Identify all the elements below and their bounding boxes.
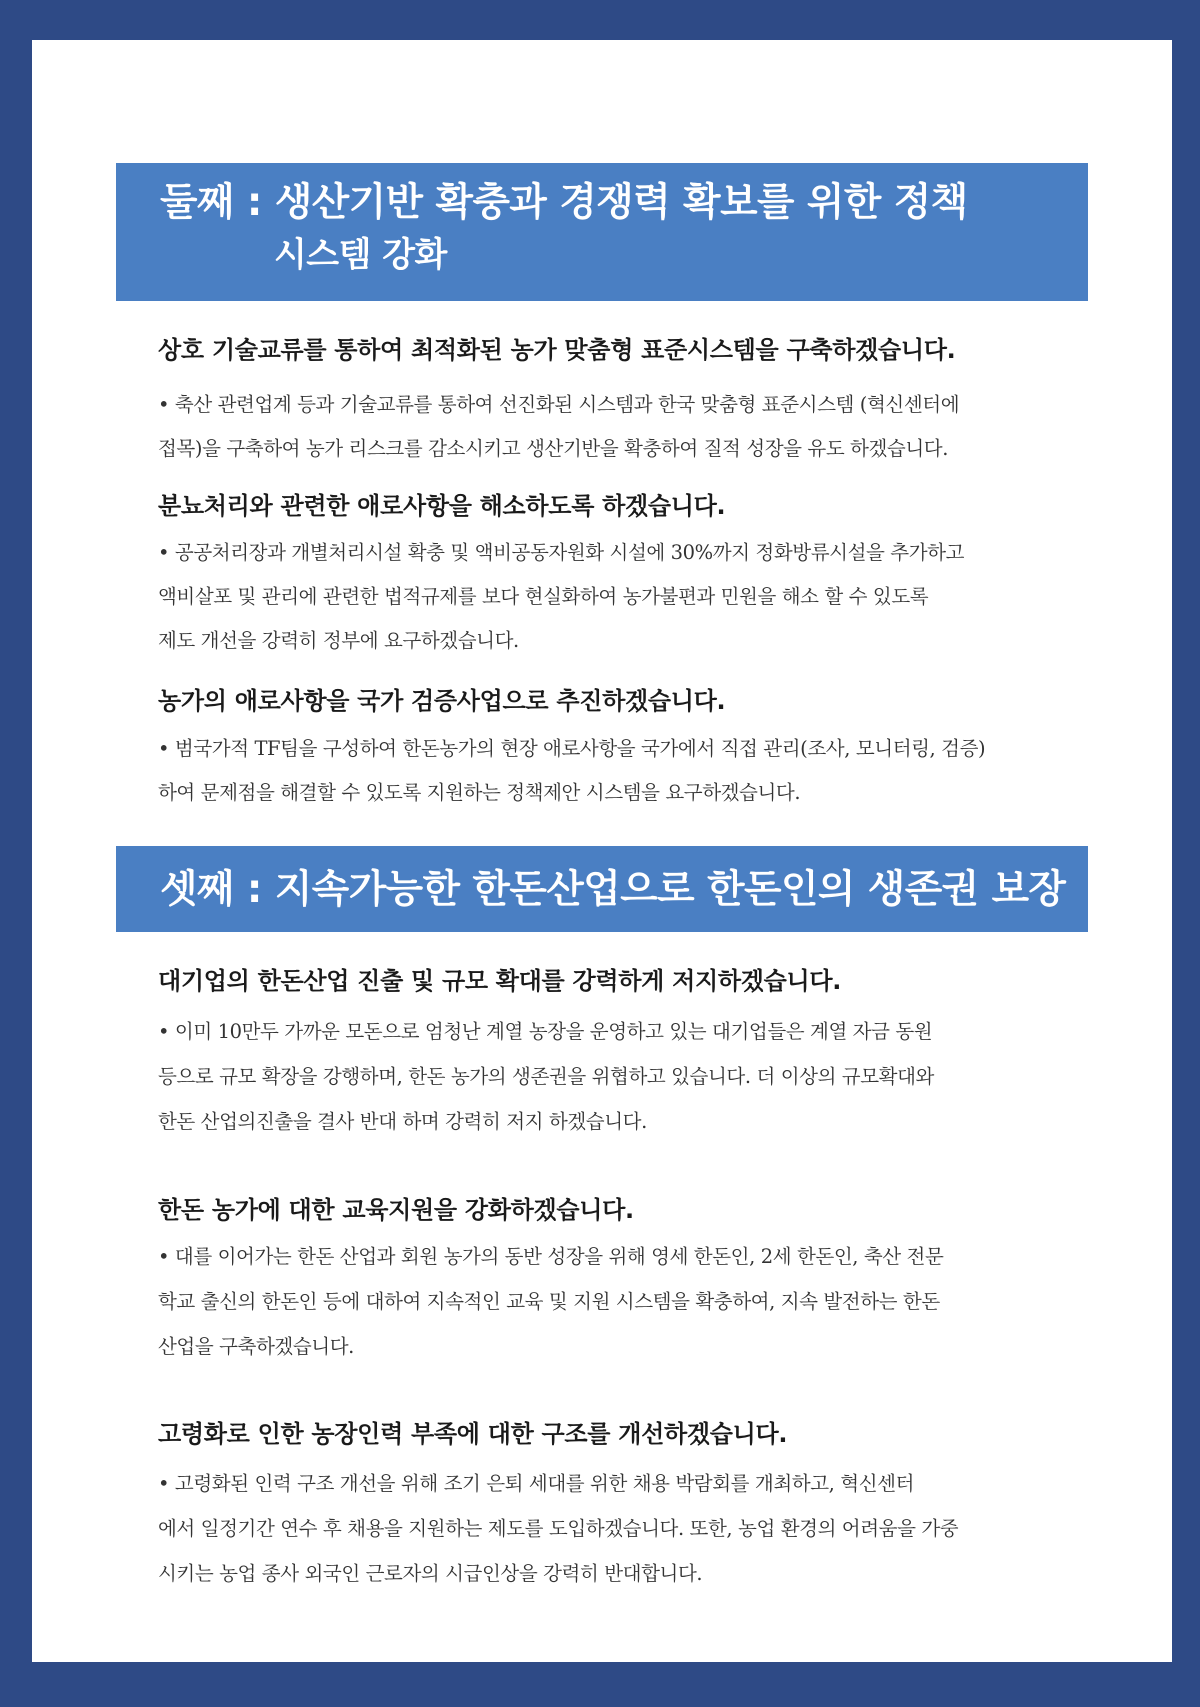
section-2-item-1-heading: 상호 기술교류를 통하여 최적화된 농가 맞춤형 표준시스템을 구축하겠습니다. <box>158 336 956 364</box>
section-2-item-2-line-2: 액비살포 및 관리에 관련한 법적규제를 보다 현실화하여 농가불편과 민원을 해소 할 수 있도록 <box>158 585 929 608</box>
section-2-item-2-heading: 분뇨처리와 관련한 애로사항을 해소하도록 하겠습니다. <box>158 492 726 520</box>
section-3-item-3-line-3: 시키는 농업 종사 외국인 근로자의 시급인상을 강력히 반대합니다. <box>158 1562 703 1585</box>
section-3-item-3-line-2: 에서 일정기간 연수 후 채용을 지원하는 제도를 도입하겠습니다. 또한, 농업 환경의 어려움을 가중 <box>158 1517 959 1540</box>
section-3-item-1-line-2: 등으로 규모 확장을 강행하며, 한돈 농가의 생존권을 위협하고 있습니다. 더 이상의 규모확대와 <box>158 1065 934 1088</box>
section-3-item-3-line-1: • 고령화된 인력 구조 개선을 위해 조기 은퇴 세대를 위한 채용 박람회를 개최하고, 혁신센터 <box>158 1472 915 1495</box>
document-page <box>32 40 1172 1662</box>
section-3-item-3-heading: 고령화로 인한 농장인력 부족에 대한 구조를 개선하겠습니다. <box>158 1420 788 1448</box>
section-2-title-banner <box>116 163 1088 301</box>
section-3-item-1-line-1: • 이미 10만두 가까운 모돈으로 엄청난 계열 농장을 운영하고 있는 대기업들은 계열 자금 동원 <box>158 1020 933 1043</box>
section-3-item-2-heading: 한돈 농가에 대한 교육지원을 강화하겠습니다. <box>158 1196 634 1224</box>
section-2-item-2-line-3: 제도 개선을 강력히 정부에 요구하겠습니다. <box>158 629 519 652</box>
section-3-title-banner <box>116 846 1088 932</box>
section-3-item-2-line-1: • 대를 이어가는 한돈 산업과 회원 농가의 동반 성장을 위해 영세 한돈인, 2세 한돈인, 축산 전문 <box>158 1245 944 1268</box>
section-2-item-1-line-2: 접목)을 구축하여 농가 리스크를 감소시키고 생산기반을 확충하여 질적 성장을 유도 하겠습니다. <box>158 437 949 460</box>
section-2-title-line-2: 시스템 강화 <box>274 235 447 275</box>
section-2-item-3-heading: 농가의 애로사항을 국가 검증사업으로 추진하겠습니다. <box>158 687 726 715</box>
section-3-item-1-line-3: 한돈 산업의진출을 결사 반대 하며 강력히 저지 하겠습니다. <box>158 1110 647 1133</box>
section-2-item-3-line-2: 하여 문제점을 해결할 수 있도록 지원하는 정책제안 시스템을 요구하겠습니다. <box>158 781 801 804</box>
section-2-item-1-line-1: • 축산 관련업계 등과 기술교류를 통하여 선진화된 시스템과 한국 맞춤형 표준시스템 (혁신센터에 <box>158 393 960 416</box>
section-2-item-2-line-1: • 공공처리장과 개별처리시설 확충 및 액비공동자원화 시설에 30%까지 정화방류시설을 추가하고 <box>158 541 965 564</box>
section-3-item-2-line-3: 산업을 구축하겠습니다. <box>158 1335 354 1358</box>
section-3-item-1-heading: 대기업의 한돈산업 진출 및 규모 확대를 강력하게 저지하겠습니다. <box>158 967 842 995</box>
section-2-item-3-line-1: • 범국가적 TF팀을 구성하여 한돈농가의 현장 애로사항을 국가에서 직접 관리(조사, 모니터링, 검증) <box>158 737 986 760</box>
section-3-item-2-line-2: 학교 출신의 한돈인 등에 대하여 지속적인 교육 및 지원 시스템을 확충하여, 지속 발전하는 한돈 <box>158 1290 940 1313</box>
section-3-title: 셋째 : 지속가능한 한돈산업으로 한돈인의 생존권 보장 <box>160 867 1066 912</box>
section-2-title-line-1: 둘째 : 생산기반 확충과 경쟁력 확보를 위한 정책 <box>160 180 968 225</box>
